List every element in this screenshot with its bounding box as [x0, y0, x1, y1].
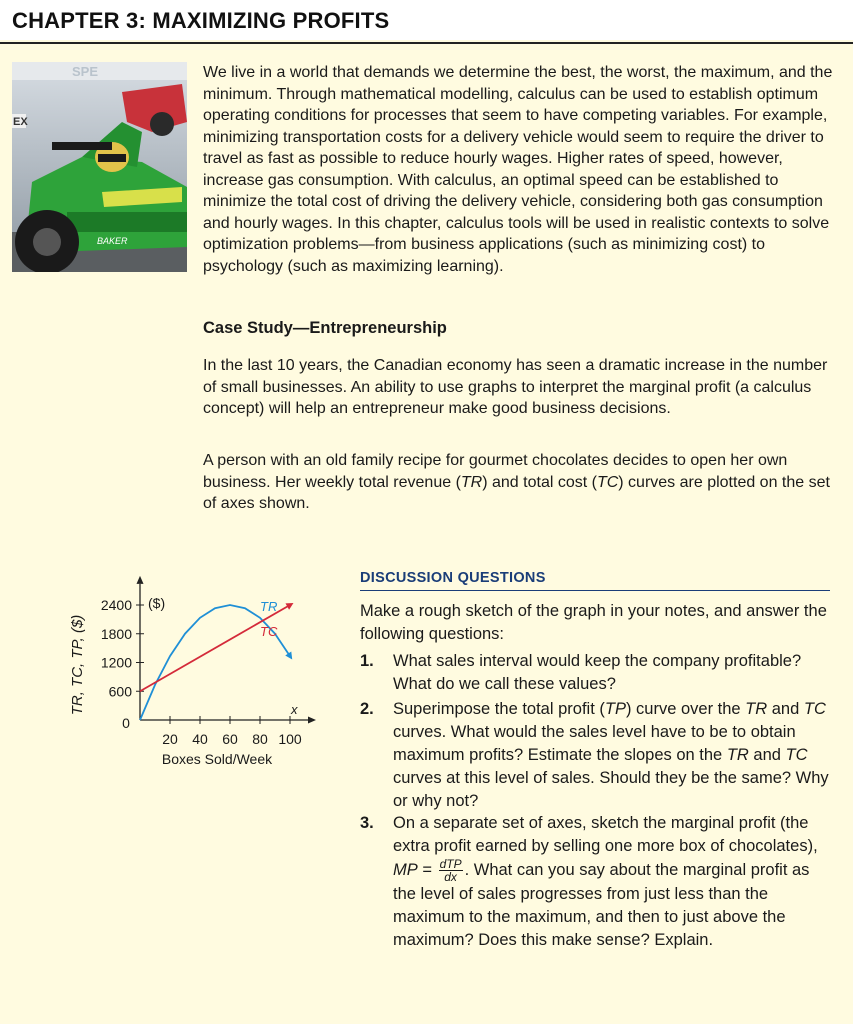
intro-paragraph: We live in a world that demands we determine the best, the worst, the maximum, and the minimum. Through mathematical modelling, calculus can be used to establish optimum operating conditions for processes that seem to have competing variables. For example, minimizing transportation costs for a delivery vehicle would seem to require the driver to travel as fast as possible to reduce hourly wages. Higher rates of speed, however, increase gas consumption. With calculus, an optimal speed can be established to minimize the total cost of driving the delivery vehicle, considering both gas consumption and hourly wages. In this chapter, calculus tools will be used in realistic contexts to solve optimization problems—from business applications (such as minimizing cost) to psychology (such as maximizing learning).	[203, 64, 833, 275]
chapter-title: CHAPTER 3: MAXIMIZING PROFITS	[12, 8, 390, 33]
text-run: curves at this level of sales. Should they be the same? Why or why not?	[393, 769, 829, 810]
x-axis-arrow	[308, 717, 316, 724]
text-run: ) and total cost (	[482, 473, 597, 491]
x-axis-label: Boxes Sold/Week	[161, 751, 273, 767]
text-run: Superimpose the total profit (	[393, 700, 605, 718]
discussion-heading: DISCUSSION QUESTIONS	[360, 570, 830, 591]
question-number: 2.	[360, 700, 374, 718]
text-run: curves. What would the sales level have to be to obtain maximum profits? Estimate the slopes on the	[393, 723, 796, 764]
discussion-intro: Make a rough sketch of the graph in your notes, and answer the following questions:	[360, 602, 827, 643]
text-run: On a separate set of axes, sketch the marginal profit (the extra profit earned by selling one more box of chocolates),	[393, 814, 818, 855]
case-paragraph-1: In the last 10 years, the Canadian economy has seen a dramatic increase in the number of small businesses. An ability to use graphs to interpret the marginal profit (a calculus concept) will help an entrepreneur make good business decisions.	[203, 357, 828, 417]
y-axis-label: TR, TC, TP, ($)	[69, 614, 86, 716]
question-3	[360, 812, 830, 952]
x-tick-label: 80	[252, 731, 268, 747]
question-1	[360, 650, 830, 696]
origin-label: 0	[122, 715, 130, 731]
y-tick-label: 1200	[100, 654, 132, 671]
y-axis-arrow	[137, 576, 144, 584]
series-label-tc: TC	[260, 623, 278, 639]
text-run: =	[417, 860, 437, 879]
race-car-illustration	[12, 62, 187, 272]
question-text	[393, 698, 830, 813]
text-run: ) curve over the	[625, 700, 746, 718]
text-run: ) curves are plotted on the set of axes shown.	[203, 473, 830, 512]
question-number: 1.	[360, 652, 374, 670]
text-run: and	[767, 700, 804, 718]
revenue-cost-chart	[60, 575, 330, 775]
y-tick-label: 1800	[100, 625, 132, 642]
question-number: 3.	[360, 814, 374, 832]
photo-sign-text: SPE	[72, 64, 99, 79]
photo-sign-text: EX	[13, 116, 28, 128]
title-divider	[0, 42, 853, 44]
series-label-tr: TR	[260, 599, 278, 614]
series-line-tr	[140, 605, 290, 720]
tc-term: TC	[785, 746, 808, 764]
tc-term: TC	[803, 700, 826, 718]
x-tick-label: 60	[222, 731, 238, 747]
x-tick-label: 100	[278, 731, 302, 747]
question-text: What sales interval would keep the company profitable? What do we call these values?	[393, 652, 802, 693]
fraction-numerator: dTP	[439, 857, 462, 871]
case-paragraph-2	[203, 450, 833, 515]
tc-term: TC	[596, 473, 619, 491]
x-tick-label: 40	[192, 731, 208, 747]
tr-term: TR	[726, 746, 749, 764]
question-2	[360, 698, 830, 813]
tr-term: TR	[460, 473, 483, 491]
y-unit-label: ($)	[148, 595, 166, 611]
text-run: and	[748, 746, 786, 764]
tp-term: TP	[604, 700, 626, 718]
tr-term: TR	[745, 700, 768, 718]
race-car-photo	[12, 62, 187, 272]
y-tick-label: 600	[108, 683, 132, 700]
mp-term: MP	[393, 860, 418, 879]
question-text	[393, 812, 830, 952]
derivative-fraction	[439, 858, 463, 883]
x-tick-label: 20	[162, 731, 178, 747]
photo-sign-text: BAKER	[97, 236, 128, 246]
y-tick-label: 2400	[100, 597, 132, 613]
x-axis-symbol: x	[291, 702, 298, 717]
text-run: A person with an old family recipe for gourmet chocolates decides to open her own business. Her weekly total revenue (	[203, 452, 788, 491]
fraction-denominator: dx	[444, 870, 457, 884]
text-run: . What can you say about the marginal profit as the level of sales progresses from just less than the maximum to the maximum, and then to just above the maximum? Does this make sense? Explain.	[393, 860, 810, 949]
case-study-title: Case Study—Entrepreneurship	[203, 319, 447, 337]
series-line-tc	[140, 605, 290, 691]
